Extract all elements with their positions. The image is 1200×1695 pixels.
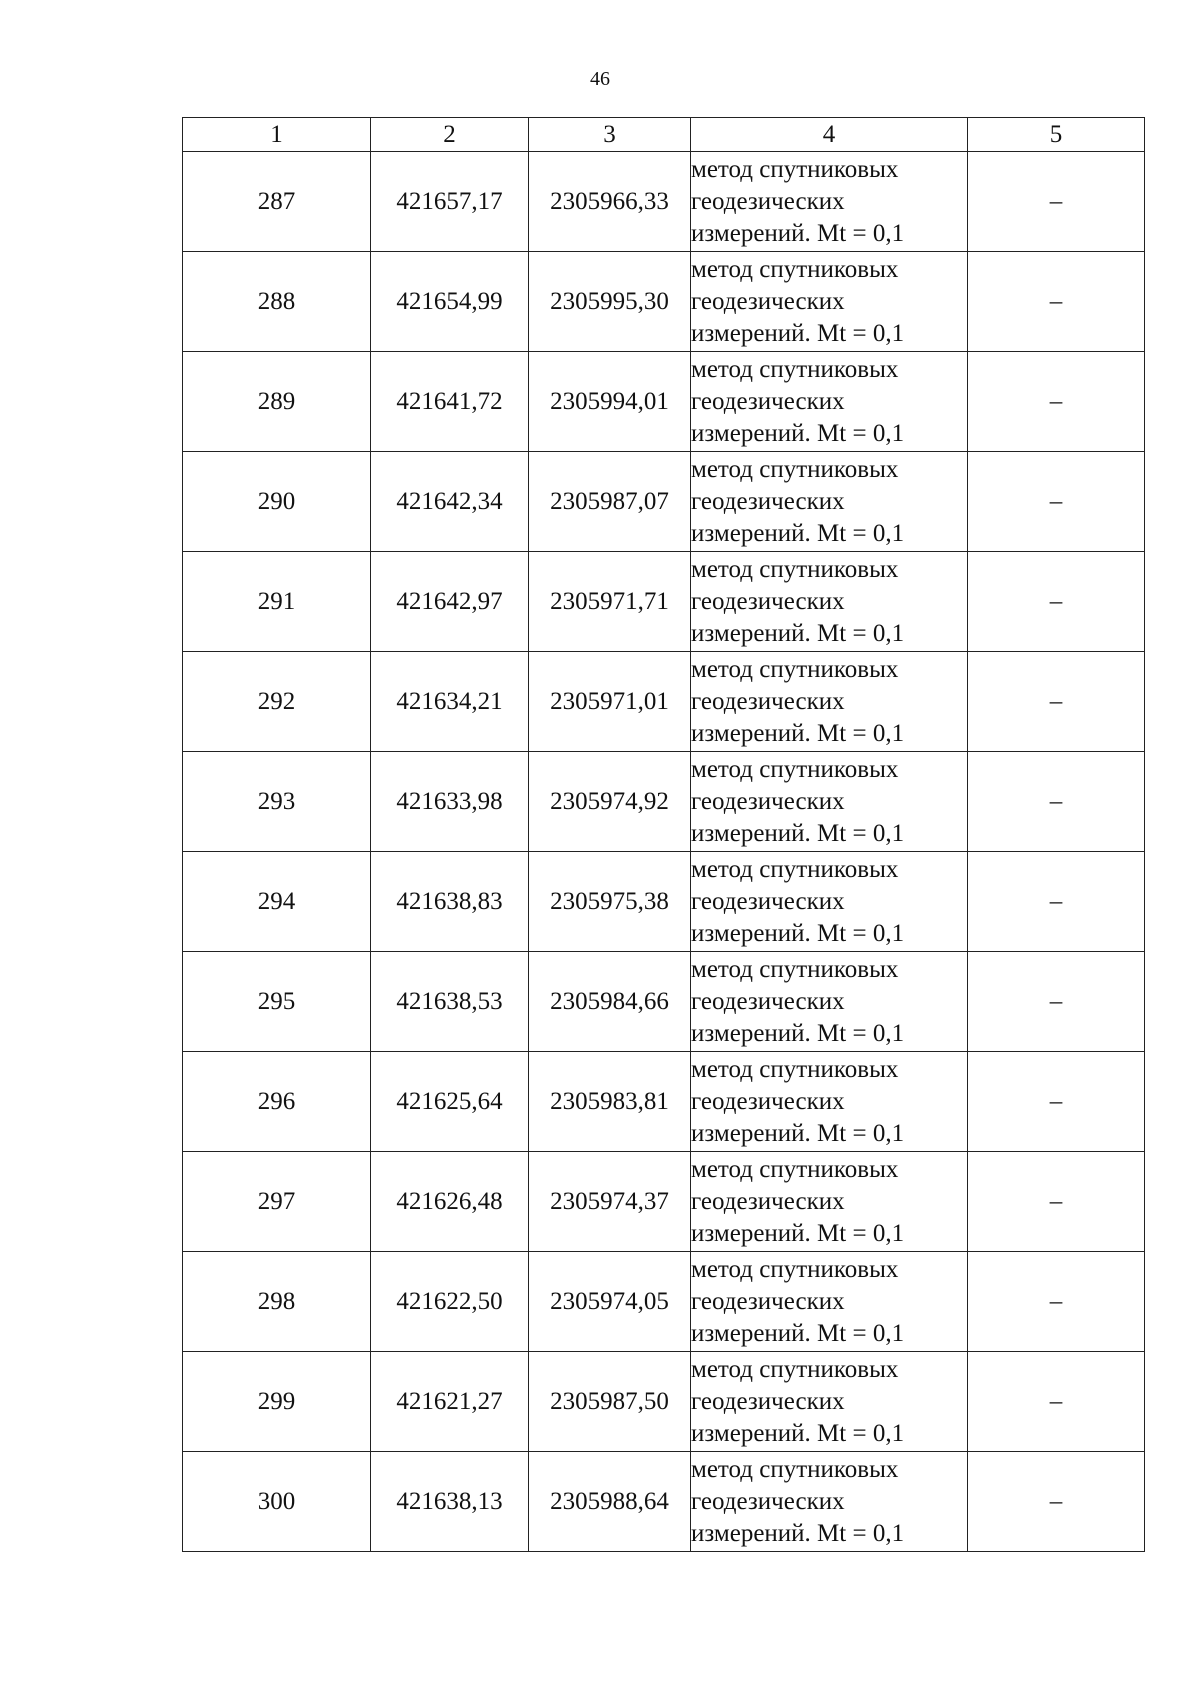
y-coordinate-cell: 2305971,01	[529, 652, 691, 752]
x-coordinate-cell: 421638,83	[371, 852, 529, 952]
note-cell: –	[968, 952, 1145, 1052]
coordinates-table	[182, 117, 1145, 1552]
table-body	[183, 152, 1145, 1552]
point-number-cell: 300	[183, 1452, 371, 1552]
x-coordinate-cell: 421642,34	[371, 452, 529, 552]
method-line: геодезических	[691, 287, 845, 315]
table-row	[183, 1052, 1145, 1152]
method-line: метод спутниковых	[691, 855, 899, 883]
method-line: измерений. Mt = 0,1	[691, 219, 905, 247]
table-header	[183, 118, 1145, 152]
table-row	[183, 852, 1145, 952]
method-line: геодезических	[691, 987, 845, 1015]
method-cell	[691, 252, 968, 352]
y-coordinate-cell: 2305987,07	[529, 452, 691, 552]
column-header-3: 3	[529, 118, 691, 152]
note-cell: –	[968, 752, 1145, 852]
point-number-cell: 296	[183, 1052, 371, 1152]
method-line: метод спутниковых	[691, 355, 899, 383]
note-cell: –	[968, 1252, 1145, 1352]
point-number-cell: 298	[183, 1252, 371, 1352]
method-cell	[691, 1352, 968, 1452]
x-coordinate-cell: 421638,53	[371, 952, 529, 1052]
method-line: измерений. Mt = 0,1	[691, 519, 905, 547]
x-coordinate-cell: 421641,72	[371, 352, 529, 452]
method-line: метод спутниковых	[691, 255, 899, 283]
table-row	[183, 252, 1145, 352]
column-header-2: 2	[371, 118, 529, 152]
method-cell	[691, 852, 968, 952]
method-line: геодезических	[691, 187, 845, 215]
table-row	[183, 152, 1145, 252]
point-number-cell: 295	[183, 952, 371, 1052]
method-cell	[691, 152, 968, 252]
method-line: геодезических	[691, 1287, 845, 1315]
method-line: метод спутниковых	[691, 155, 899, 183]
method-cell	[691, 1452, 968, 1552]
point-number-cell: 297	[183, 1152, 371, 1252]
method-cell	[691, 1052, 968, 1152]
method-line: метод спутниковых	[691, 1355, 899, 1383]
method-cell	[691, 1152, 968, 1252]
y-coordinate-cell: 2305974,92	[529, 752, 691, 852]
method-line: измерений. Mt = 0,1	[691, 1019, 905, 1047]
method-line: измерений. Mt = 0,1	[691, 1119, 905, 1147]
method-line: геодезических	[691, 1187, 845, 1215]
note-cell: –	[968, 452, 1145, 552]
note-cell: –	[968, 352, 1145, 452]
method-cell	[691, 1252, 968, 1352]
point-number-cell: 299	[183, 1352, 371, 1452]
y-coordinate-cell: 2305984,66	[529, 952, 691, 1052]
column-header-5: 5	[968, 118, 1145, 152]
method-cell	[691, 752, 968, 852]
method-line: метод спутниковых	[691, 655, 899, 683]
x-coordinate-cell: 421634,21	[371, 652, 529, 752]
table-row	[183, 752, 1145, 852]
method-cell	[691, 552, 968, 652]
method-line: измерений. Mt = 0,1	[691, 1519, 905, 1547]
y-coordinate-cell: 2305974,05	[529, 1252, 691, 1352]
point-number-cell: 288	[183, 252, 371, 352]
table-row	[183, 1352, 1145, 1452]
method-line: метод спутниковых	[691, 1155, 899, 1183]
table-row	[183, 452, 1145, 552]
method-line: измерений. Mt = 0,1	[691, 1319, 905, 1347]
method-line: метод спутниковых	[691, 1255, 899, 1283]
method-line: геодезических	[691, 1487, 845, 1515]
x-coordinate-cell: 421654,99	[371, 252, 529, 352]
method-line: геодезических	[691, 687, 845, 715]
note-cell: –	[968, 552, 1145, 652]
note-cell: –	[968, 252, 1145, 352]
method-cell	[691, 452, 968, 552]
note-cell: –	[968, 1052, 1145, 1152]
table-row	[183, 1452, 1145, 1552]
method-line: измерений. Mt = 0,1	[691, 419, 905, 447]
table-row	[183, 952, 1145, 1052]
method-line: геодезических	[691, 1087, 845, 1115]
method-line: геодезических	[691, 1387, 845, 1415]
method-line: геодезических	[691, 487, 845, 515]
y-coordinate-cell: 2305983,81	[529, 1052, 691, 1152]
header-row	[183, 118, 1145, 152]
method-line: измерений. Mt = 0,1	[691, 1419, 905, 1447]
x-coordinate-cell: 421621,27	[371, 1352, 529, 1452]
point-number-cell: 294	[183, 852, 371, 952]
x-coordinate-cell: 421638,13	[371, 1452, 529, 1552]
method-line: измерений. Mt = 0,1	[691, 919, 905, 947]
y-coordinate-cell: 2305994,01	[529, 352, 691, 452]
method-cell	[691, 352, 968, 452]
table-row	[183, 552, 1145, 652]
note-cell: –	[968, 1352, 1145, 1452]
note-cell: –	[968, 652, 1145, 752]
point-number-cell: 289	[183, 352, 371, 452]
method-line: метод спутниковых	[691, 455, 899, 483]
method-line: метод спутниковых	[691, 555, 899, 583]
method-line: измерений. Mt = 0,1	[691, 819, 905, 847]
method-cell	[691, 652, 968, 752]
x-coordinate-cell: 421626,48	[371, 1152, 529, 1252]
table-row	[183, 1152, 1145, 1252]
y-coordinate-cell: 2305987,50	[529, 1352, 691, 1452]
method-line: измерений. Mt = 0,1	[691, 319, 905, 347]
method-cell	[691, 952, 968, 1052]
table-row	[183, 1252, 1145, 1352]
x-coordinate-cell: 421625,64	[371, 1052, 529, 1152]
point-number-cell: 293	[183, 752, 371, 852]
method-line: геодезических	[691, 387, 845, 415]
x-coordinate-cell: 421622,50	[371, 1252, 529, 1352]
y-coordinate-cell: 2305971,71	[529, 552, 691, 652]
y-coordinate-cell: 2305966,33	[529, 152, 691, 252]
x-coordinate-cell: 421657,17	[371, 152, 529, 252]
point-number-cell: 287	[183, 152, 371, 252]
method-line: метод спутниковых	[691, 755, 899, 783]
method-line: геодезических	[691, 587, 845, 615]
note-cell: –	[968, 1452, 1145, 1552]
method-line: метод спутниковых	[691, 955, 899, 983]
x-coordinate-cell: 421642,97	[371, 552, 529, 652]
y-coordinate-cell: 2305974,37	[529, 1152, 691, 1252]
point-number-cell: 292	[183, 652, 371, 752]
method-line: метод спутниковых	[691, 1055, 899, 1083]
method-line: метод спутниковых	[691, 1455, 899, 1483]
method-line: измерений. Mt = 0,1	[691, 1219, 905, 1247]
note-cell: –	[968, 1152, 1145, 1252]
column-header-1: 1	[183, 118, 371, 152]
method-line: геодезических	[691, 887, 845, 915]
page-number: 46	[590, 68, 610, 90]
method-line: измерений. Mt = 0,1	[691, 619, 905, 647]
note-cell: –	[968, 852, 1145, 952]
y-coordinate-cell: 2305995,30	[529, 252, 691, 352]
method-line: геодезических	[691, 787, 845, 815]
point-number-cell: 291	[183, 552, 371, 652]
x-coordinate-cell: 421633,98	[371, 752, 529, 852]
column-header-4: 4	[691, 118, 968, 152]
note-cell: –	[968, 152, 1145, 252]
y-coordinate-cell: 2305988,64	[529, 1452, 691, 1552]
method-line: измерений. Mt = 0,1	[691, 719, 905, 747]
y-coordinate-cell: 2305975,38	[529, 852, 691, 952]
table-row	[183, 652, 1145, 752]
table-row	[183, 352, 1145, 452]
point-number-cell: 290	[183, 452, 371, 552]
